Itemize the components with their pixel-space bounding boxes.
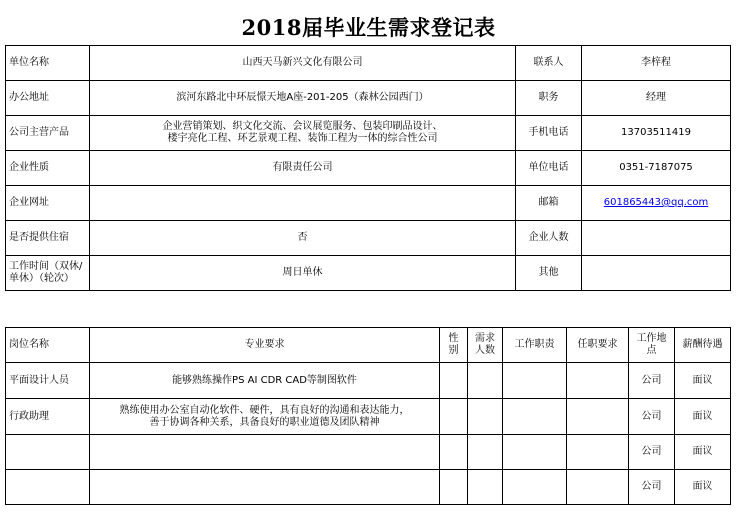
job-requirements [90,363,440,399]
other-value [582,256,731,291]
hours-label-line-1: 工作时间（双休/ [9,261,83,272]
job-requirements-line-1: 能够熟练操作PS AI CDR CAD等制图软件 [172,374,357,386]
job-gender [440,363,468,399]
job-place: 公司 [629,363,675,399]
job-table [5,327,731,505]
position-label: 职务 [516,81,582,116]
job-headcount [468,435,503,470]
job-salary: 面议 [675,399,731,435]
products-line-2: 楼宇亮化工程、环艺景观工程、装饰工程为一体的综合性公司 [167,133,438,144]
staff-label: 企业人数 [516,221,582,256]
job-place: 公司 [629,470,675,505]
header-duty: 工作职责 [503,328,567,363]
email-link[interactable]: 601865443@qq.com [603,197,709,208]
page-title: 2018届毕业生需求登记表 [241,15,496,40]
nature-value: 有限责任公司 [90,151,516,186]
job-qualification [567,470,629,505]
job-post: 平面设计人员 [6,363,90,399]
company-info-table [5,45,731,291]
job-qualification [567,435,629,470]
address-value: 滨河东路北中环辰憬天地A座-201-205（森林公园西门） [90,81,516,116]
job-post [6,470,90,505]
job-duty [503,363,567,399]
contact-value: 李梓程 [582,46,731,81]
job-gender [440,470,468,505]
table-row [6,435,731,470]
housing-value: 否 [90,221,516,256]
header-headcount-line-1: 需求 [475,333,495,344]
job-gender [440,435,468,470]
header-place: 工作地点 [629,328,675,363]
website-label: 企业网址 [6,186,90,221]
job-requirements-line-2: 善于协调各种关系，具备良好的职业道德及团队精神 [149,416,380,428]
other-label: 其他 [516,256,582,291]
header-headcount [468,328,503,363]
job-requirements [90,435,440,470]
hours-label [6,256,90,291]
header-post: 岗位名称 [6,328,90,363]
job-salary: 面议 [675,363,731,399]
job-post [6,435,90,470]
job-requirements [90,470,440,505]
header-gender-line-2: 别 [448,345,459,356]
contact-label: 联系人 [516,46,582,81]
job-place: 公司 [629,399,675,435]
company-label: 单位名称 [6,46,90,81]
job-requirements [90,399,440,435]
job-duty [503,399,567,435]
job-qualification [567,363,629,399]
job-salary: 面议 [675,435,731,470]
housing-label: 是否提供住宿 [6,221,90,256]
phone-label: 单位电话 [516,151,582,186]
table-row [6,399,731,435]
job-duty [503,435,567,470]
header-headcount-line-2: 人数 [475,345,495,356]
company-value: 山西天马新兴文化有限公司 [90,46,516,81]
job-headcount [468,399,503,435]
position-value: 经理 [582,81,731,116]
job-salary: 面议 [675,470,731,505]
header-gender [440,328,468,363]
nature-label: 企业性质 [6,151,90,186]
header-qualification: 任职要求 [567,328,629,363]
job-headcount [468,363,503,399]
products-label: 公司主营产品 [6,116,90,151]
email-label: 邮箱 [516,186,582,221]
email-cell [582,186,731,221]
header-gender-line-1: 性 [448,333,459,344]
products-line-1: 企业营销策划、织文化交流、会议展览服务、包装印刷品设计、 [162,121,443,132]
hours-label-line-2: 单休）（轮次） [9,273,74,284]
staff-value [582,221,731,256]
job-qualification [567,399,629,435]
job-duty [503,470,567,505]
table-row [6,363,731,399]
job-headcount [468,470,503,505]
phone-value: 0351-7187075 [582,151,731,186]
products-value [90,116,516,151]
address-label: 办公地址 [6,81,90,116]
hours-value: 周日单休 [90,256,516,291]
mobile-value: 13703511419 [582,116,731,151]
website-value [90,186,516,221]
job-gender [440,399,468,435]
mobile-label: 手机电话 [516,116,582,151]
table-row [6,470,731,505]
job-post: 行政助理 [6,399,90,435]
job-requirements-line-1: 熟练使用办公室自动化软件、硬件，具有良好的沟通和表达能力， [119,404,410,416]
header-requirements: 专业要求 [90,328,440,363]
header-salary: 薪酬待遇 [675,328,731,363]
job-place: 公司 [629,435,675,470]
